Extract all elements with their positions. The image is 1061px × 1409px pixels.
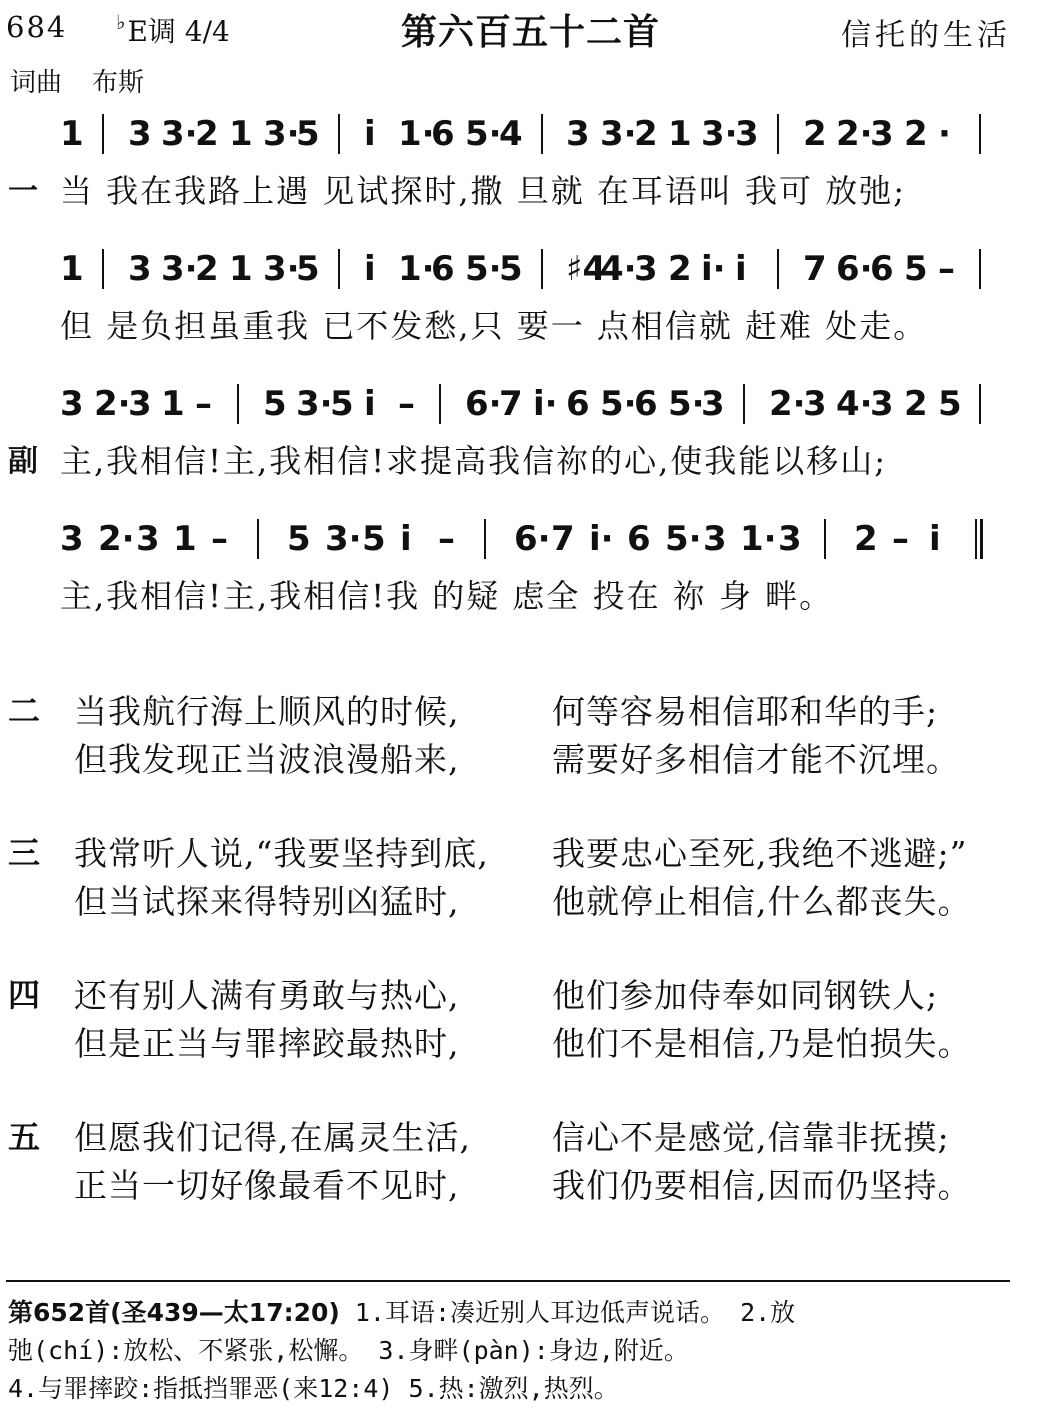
note: 3 bbox=[128, 114, 152, 154]
hymn-header bbox=[0, 0, 1061, 100]
note: i bbox=[364, 114, 376, 154]
verse-label: 一 bbox=[8, 174, 38, 209]
verse-line: 但我发现正当波浪漫船来, bbox=[74, 740, 460, 779]
verse-line: 他就停止相信,什么都丧失。 bbox=[552, 882, 972, 921]
note: i· bbox=[589, 519, 614, 559]
note: i· bbox=[533, 384, 558, 424]
hymn-title: 第六百五十二首 bbox=[400, 12, 660, 53]
note: 1 bbox=[173, 519, 197, 559]
note: 2 bbox=[803, 114, 827, 154]
note: 5 bbox=[263, 384, 287, 424]
note: 6 bbox=[627, 519, 651, 559]
barline bbox=[484, 519, 486, 559]
note: i bbox=[929, 519, 941, 559]
note: – bbox=[438, 519, 455, 559]
score-system-3 bbox=[0, 378, 1061, 508]
note: 5 bbox=[296, 114, 320, 154]
verse-line: 需要好多相信才能不沉埋。 bbox=[552, 740, 960, 779]
note: 2 bbox=[854, 519, 878, 559]
footnote-line-2: 弛(chí):放松、不紧张,松懈。 3.身畔(pàn):身边,附近。 bbox=[8, 1336, 689, 1365]
note: i bbox=[364, 384, 376, 424]
note: 2· bbox=[769, 384, 806, 424]
note: 3· bbox=[263, 114, 300, 154]
note: 3 bbox=[703, 519, 727, 559]
note: 3· bbox=[325, 519, 362, 559]
credit-label: 词曲 bbox=[10, 68, 63, 98]
verse-number: 四 bbox=[8, 976, 41, 1014]
note: 1· bbox=[740, 519, 777, 559]
note: 6· bbox=[514, 519, 551, 559]
note: 2· bbox=[836, 114, 873, 154]
verse-2 bbox=[0, 686, 1061, 786]
lyrics-row: 主,我相信!主,我相信!求提高我信祢的心,使我能以移山; bbox=[60, 442, 888, 480]
note: – bbox=[398, 384, 415, 424]
note: 2· bbox=[94, 384, 131, 424]
notation-row bbox=[60, 513, 1010, 573]
verse-5 bbox=[0, 1112, 1061, 1212]
note: ♯4 bbox=[566, 249, 607, 289]
hymn-category: 信托的生活 bbox=[841, 18, 1011, 53]
barline bbox=[777, 249, 779, 289]
verse-line: 正当一切好像最看不见时, bbox=[74, 1166, 460, 1205]
note: 6 bbox=[870, 249, 894, 289]
note: 3· bbox=[701, 114, 738, 154]
verse-line: 但愿我们记得,在属灵生活, bbox=[74, 1118, 471, 1157]
note: 5 bbox=[362, 519, 386, 559]
verse-line: 我要忠心至死,我绝不逃避;” bbox=[552, 834, 968, 873]
note: 3 bbox=[136, 519, 160, 559]
score-system-2 bbox=[0, 243, 1061, 373]
note: 3 bbox=[870, 114, 894, 154]
note: 4 bbox=[499, 114, 523, 154]
note: 2 bbox=[634, 114, 658, 154]
lyrics-row: 主,我相信!主,我相信!我 的疑 虑全 投在 祢 身 畔。 bbox=[60, 577, 834, 615]
note: 4· bbox=[836, 384, 873, 424]
note: 3· bbox=[263, 249, 300, 289]
note: 1· bbox=[398, 249, 435, 289]
note: 3 bbox=[128, 249, 152, 289]
barline bbox=[102, 114, 104, 154]
score-system-4 bbox=[0, 513, 1061, 643]
footnote-line-1 bbox=[8, 1294, 1018, 1332]
note: 6 bbox=[566, 384, 590, 424]
note: 6· bbox=[465, 384, 502, 424]
credits bbox=[10, 62, 174, 99]
notation-row bbox=[60, 378, 1010, 438]
verse-line: 他们不是相信,乃是怕损失。 bbox=[552, 1024, 972, 1063]
note: 1 bbox=[229, 249, 253, 289]
note: 6 bbox=[431, 249, 455, 289]
verse-line: 但是正当与罪摔跤最热时, bbox=[74, 1024, 460, 1063]
note: 5· bbox=[665, 519, 702, 559]
note: 5 bbox=[330, 384, 354, 424]
barline bbox=[338, 249, 340, 289]
note: 1 bbox=[668, 114, 692, 154]
chorus-label: 副 bbox=[8, 444, 38, 479]
footnotes bbox=[8, 1294, 1018, 1408]
note: · bbox=[938, 114, 951, 154]
footnote-reference: 第652首(圣439—太17:20) bbox=[8, 1298, 340, 1327]
barline bbox=[338, 114, 340, 154]
note: 6 bbox=[431, 114, 455, 154]
note: 2· bbox=[98, 519, 135, 559]
verse-line: 但当试探来得特别凶猛时, bbox=[74, 882, 460, 921]
note: 7 bbox=[803, 249, 827, 289]
note: i bbox=[735, 249, 747, 289]
footnote-divider bbox=[6, 1280, 1010, 1282]
barline bbox=[979, 114, 981, 154]
note: 3 bbox=[128, 384, 152, 424]
note: 2 bbox=[195, 114, 219, 154]
barline bbox=[777, 114, 779, 154]
note: 3· bbox=[161, 249, 198, 289]
note: i bbox=[364, 249, 376, 289]
note: 1· bbox=[398, 114, 435, 154]
barline bbox=[979, 249, 981, 289]
note: 5 bbox=[938, 384, 962, 424]
note: 5· bbox=[465, 114, 502, 154]
note: i· bbox=[701, 249, 726, 289]
verse-number: 五 bbox=[8, 1118, 41, 1156]
note: 7 bbox=[499, 384, 523, 424]
credit-name: 布斯 bbox=[92, 68, 145, 98]
note: 3 bbox=[778, 519, 802, 559]
flat-sign: ♭ bbox=[116, 10, 126, 34]
barline bbox=[439, 384, 441, 424]
barline bbox=[541, 114, 543, 154]
note: 5 bbox=[499, 249, 523, 289]
verse-line: 我常听人说,“我要坚持到底, bbox=[74, 834, 489, 873]
note: 4· bbox=[600, 249, 637, 289]
note: 1 bbox=[60, 249, 84, 289]
note: 2 bbox=[195, 249, 219, 289]
note: 5· bbox=[668, 384, 705, 424]
verse-3 bbox=[0, 828, 1061, 928]
note: 2 bbox=[904, 114, 928, 154]
barline bbox=[979, 384, 981, 424]
barline bbox=[257, 519, 259, 559]
barline bbox=[824, 519, 826, 559]
note: 3 bbox=[870, 384, 894, 424]
note: 5· bbox=[600, 384, 637, 424]
note: – bbox=[195, 384, 212, 424]
lyrics-row: 但 是负担虽重我 已不发愁,只 要一 点相信就 赶难 处走。 bbox=[60, 307, 928, 345]
key-text: E调 4/4 bbox=[127, 15, 230, 48]
verse-line: 何等容易相信耶和华的手; bbox=[552, 692, 939, 731]
score-system-1 bbox=[0, 108, 1061, 238]
barline bbox=[743, 384, 745, 424]
verse-4 bbox=[0, 970, 1061, 1070]
note: 1 bbox=[161, 384, 185, 424]
note: 5· bbox=[465, 249, 502, 289]
note: – bbox=[938, 249, 955, 289]
note: 3· bbox=[600, 114, 637, 154]
final-barline bbox=[975, 519, 983, 559]
note: 3 bbox=[803, 384, 827, 424]
verse-line: 我们仍要相信,因而仍坚持。 bbox=[552, 1166, 972, 1205]
verse-number: 二 bbox=[8, 692, 41, 730]
note: 3 bbox=[566, 114, 590, 154]
barline bbox=[541, 249, 543, 289]
footnote-text: 1.耳语:凑近别人耳边低声说话。 2.放 bbox=[339, 1298, 796, 1327]
note: 1 bbox=[60, 114, 84, 154]
note: i bbox=[400, 519, 412, 559]
hymn-number: 684 bbox=[6, 10, 68, 44]
note: 3· bbox=[161, 114, 198, 154]
note: 2 bbox=[668, 249, 692, 289]
verse-number: 三 bbox=[8, 834, 41, 872]
note: 5 bbox=[296, 249, 320, 289]
note: 3 bbox=[735, 114, 759, 154]
note: 3 bbox=[634, 249, 658, 289]
lyrics-row: 当 我在我路上遇 见试探时,撒 旦就 在耳语叫 我可 放弛; bbox=[60, 172, 906, 210]
notation-row bbox=[60, 243, 1010, 303]
verse-line: 当我航行海上顺风的时候, bbox=[74, 692, 460, 731]
footnote-line-3: 4.与罪摔跤:指抵挡罪恶(来12:4) 5.热:激烈,热烈。 bbox=[8, 1374, 619, 1403]
note: 3· bbox=[296, 384, 333, 424]
note: – bbox=[211, 519, 228, 559]
barline bbox=[237, 384, 239, 424]
notation-row bbox=[60, 108, 1010, 168]
note: 3 bbox=[60, 384, 84, 424]
verse-line: 还有别人满有勇敢与热心, bbox=[74, 976, 460, 1015]
note: 3 bbox=[60, 519, 84, 559]
verse-line: 他们参加侍奉如同钢铁人; bbox=[552, 976, 939, 1015]
verse-line: 信心不是感觉,信靠非抚摸; bbox=[552, 1118, 950, 1157]
note: – bbox=[892, 519, 909, 559]
barline bbox=[102, 249, 104, 289]
note: 2 bbox=[904, 384, 928, 424]
note: 6 bbox=[634, 384, 658, 424]
note: 1 bbox=[229, 114, 253, 154]
note: 6· bbox=[836, 249, 873, 289]
note: 5 bbox=[287, 519, 311, 559]
note: 5 bbox=[904, 249, 928, 289]
note: 7 bbox=[551, 519, 575, 559]
note: 3 bbox=[701, 384, 725, 424]
